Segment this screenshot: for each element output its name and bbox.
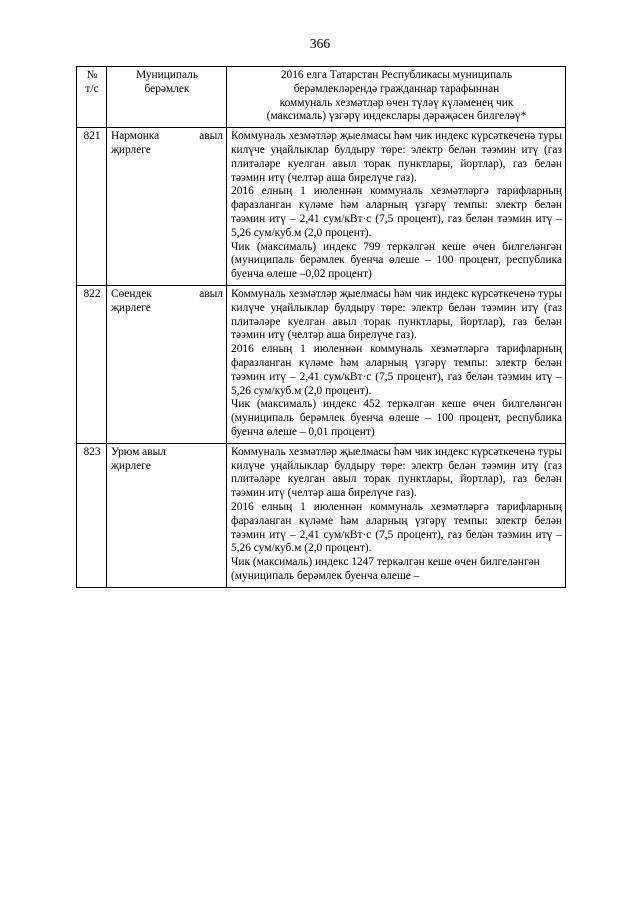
description-paragraph: Чик (максималь) индекс 799 теркәлгән кеше өчен билгеләнгән (муниципаль берәмлек буенча өлеше – 100 процент, республика буенча өлеше –0,02 процент) — [231, 240, 562, 281]
row-description — [227, 128, 566, 286]
municipality-name-part-2: авыл — [199, 287, 223, 300]
table-row — [77, 285, 566, 443]
municipality-name-part-1: Урюм авыл — [111, 445, 166, 458]
header-description-line-1: 2016 елга Татарстан Республикасы муниципаль — [280, 69, 513, 81]
description-paragraph: Коммуналь хезмәтләр җыелмасы һәм чик индекс күрсәткеченә туры килүче уңайлыклар булдыру төре: электр белән тәэмин итү (газ плитәләре куелган авыл торак пунктлары, йортлар), газ белән тәэмин итү (челтәр аша бирелүче газ). — [231, 287, 562, 342]
header-description-line-3: коммуналь хезмәтләр өчен түләү күләменең чик — [279, 96, 514, 109]
page-number: 366 — [309, 36, 331, 51]
row-description — [227, 443, 566, 587]
header-municipality-line-1: Муниципаль — [135, 69, 199, 81]
description-paragraph: 2016 елның 1 июленнән коммуналь хезмәтләргә тарифларның фаразланган күләме һәм аларның үзгәрү темпы: электр белән тәэмин итү – 2,41 сум/кВт·с (7,5 процент), газ белән тәэмин итү – 5,26 сум/куб.м (2,0 процент). — [231, 343, 562, 397]
description-paragraph: 2016 елның 1 июленнән коммуналь хезмәтләргә тарифларның фаразланган күләме һәм аларның үзгәрү темпы: электр белән тәэмин итү – 2,41 сум/кВт·с (7,5 процент), газ белән тәэмин итү – 5,26 сум/куб.м (2,0 процент). — [231, 500, 562, 555]
table-row — [77, 443, 566, 587]
header-description-line-2: берәмлекләрендә гражданнар тарафыннан — [293, 82, 500, 95]
header-number-line-2: т/с — [85, 82, 99, 95]
municipality-name-part-3: җирлеге — [111, 459, 151, 472]
row-municipality-name — [107, 443, 227, 587]
municipality-name-part-3: җирлеге — [111, 301, 151, 314]
description-paragraph: Чик (максималь) индекс 452 теркәлгән кеше өчен билгеләнгән (муниципаль берәмлек буенча өлеше – 100 процент, республика буенча өлеше – 0,01 процент) — [231, 398, 562, 438]
table-header-row — [77, 67, 566, 128]
row-number: 822 — [77, 285, 107, 443]
table-row — [77, 128, 566, 286]
municipalities-table — [76, 66, 566, 588]
description-paragraph: 2016 елның 1 июленнән коммуналь хезмәтләргә тарифларның фаразланган күләме һәм аларның үзгәрү темпы: электр белән тәэмин итү – 2,41 сум/кВт·с (7,5 процент), газ белән тәэмин итү – 5,26 сум/куб.м (2,0 процент). — [231, 185, 562, 239]
header-description-line-4: (максималь) үзгәрү индекслары дәрәҗәсен билгеләү* — [266, 110, 527, 123]
row-municipality-name — [107, 128, 227, 286]
row-number: 821 — [77, 128, 107, 286]
municipality-name-part-3: җирлеге — [111, 143, 151, 156]
header-cell-number — [77, 67, 107, 128]
header-cell-municipality — [107, 67, 227, 128]
header-cell-description — [227, 67, 566, 128]
row-description — [227, 285, 566, 443]
municipality-name-part-1: Сөендек — [111, 287, 152, 300]
header-municipality-line-2: берәмлек — [144, 82, 190, 95]
municipality-name-part-2: авыл — [199, 130, 223, 143]
municipality-name-part-1: Нармонка — [111, 130, 160, 143]
header-number-line-1: № — [86, 69, 98, 81]
description-paragraph: Чик (максималь) индекс 1247 теркәлгән кеше өчен билгеләнгән (муниципаль берәмлек буенча өлеше – — [231, 556, 540, 582]
row-number: 823 — [77, 443, 107, 587]
row-municipality-name — [107, 285, 227, 443]
description-paragraph: Коммуналь хезмәтләр җыелмасы һәм чик индекс күрсәткеченә туры килүче уңайлыклар булдыру төре: электр белән тәэмин итү (газ плитәләре куелган авыл торак пунктлары, йортлар), газ белән тәэмин итү (челтәр аша бирелүче газ). — [231, 130, 562, 184]
description-paragraph: Коммуналь хезмәтләр җыелмасы һәм чик индекс күрсәткеченә туры килүче уңайлыклар булдыру төре: электр белән тәэмин итү (газ плитәләре куелган авыл торак пунктлары, йортлар), газ белән тәэмин итү (челтәр аша бирелүче газ). — [231, 445, 562, 500]
